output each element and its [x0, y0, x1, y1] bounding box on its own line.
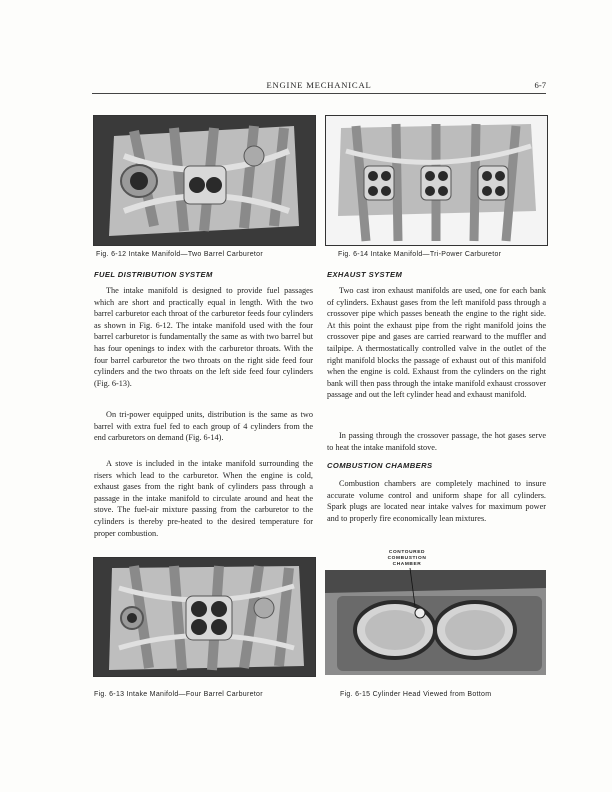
figure-6-12-caption: Fig. 6-12 Intake Manifold—Two Barrel Carburetor — [96, 251, 263, 258]
figure-6-15-caption: Fig. 6-15 Cylinder Head Viewed from Bottom — [340, 691, 492, 698]
cylinder-head-bottom-image — [325, 538, 546, 675]
running-title: ENGINE MECHANICAL — [266, 80, 372, 90]
intake-manifold-four-barrel-image — [94, 558, 315, 676]
figure-6-14-photo — [325, 115, 548, 246]
header-rule — [92, 93, 546, 94]
left-paragraph-2: On tri-power equipped units, distribution is the same as two barrel with extra fuel fed to each group of 4 cylinders from the end carburetors on demand (Fig. 6-14). — [94, 410, 313, 443]
exhaust-system-heading: EXHAUST SYSTEM — [327, 270, 403, 279]
chamber-label-line-2: COMBUSTION — [387, 556, 427, 561]
left-paragraph-3: A stove is included in the intake manifold surrounding the risers which lead to the carburetor. When the engine is cold, exhaust gases from the right bank of cylinders pass through a passage in the intake manifold to circulate around and heat the stove. The fuel-air mixture passing from the carburetor to the cylinders is thereby pre-heated to the desired temperature for proper combustion. — [94, 459, 313, 538]
intake-manifold-tri-power-image — [326, 116, 547, 245]
chamber-label-line-3: CHAMBER — [392, 562, 422, 567]
left-paragraph-1: The intake manifold is designed to provide fuel passages which are short and practically equal in length. With the two barrel carburetor each throat of the carburetor feeds four cylinders as shown in Fig. 6-12. The intake manifold used with the four barrel carburetor is fundamentally the same as with two barrel but has four openings to index with the carburetor throats. With the four barrel carburetor the two throats on the right side feed four cylinders and the two throats on the left side feed four cylinders (Fig. 6-13). — [94, 286, 313, 388]
figure-6-12-photo — [93, 115, 316, 246]
figure-6-15-photo — [325, 538, 546, 675]
right-paragraph-2: In passing through the crossover passage, the hot gases serve to heat the intake manifold stove. — [327, 431, 546, 452]
figure-6-14-caption: Fig. 6-14 Intake Manifold—Tri-Power Carburetor — [338, 251, 502, 258]
chamber-label-line-1: CONTOURED — [388, 550, 426, 555]
fuel-distribution-heading: FUEL DISTRIBUTION SYSTEM — [94, 270, 213, 279]
figure-6-13-photo — [93, 557, 316, 677]
page-number: 6-7 — [534, 80, 546, 90]
page-header — [92, 80, 546, 92]
figure-6-13-caption: Fig. 6-13 Intake Manifold—Four Barrel Carburetor — [94, 691, 263, 698]
right-paragraph-3: Combustion chambers are completely machined to insure accurate volume control and uniform shape for all cylinders. Spark plugs are located near intake valves for maximum power and to properly fire economically lean mixtures. — [327, 479, 546, 523]
right-paragraph-1: Two cast iron exhaust manifolds are used, one for each bank of cylinders. Exhaust gases from the left manifold pass through a crossover pipe which passes beneath the engine to the right side. At this point the exhaust pipe from the right manifold joins the crossover pipe and gases are carried rearward to the muffler and tailpipe. A thermostatically controlled valve in the outlet of the right manifold blocks the passage of exhaust out of this manifold when the engine is cold. Exhaust from the cylinders on the right bank will then pass through the intake manifold exhaust crossover passage and out the left cylinder head and exhaust manifold. — [327, 286, 546, 400]
intake-manifold-two-barrel-image — [94, 116, 315, 245]
combustion-chambers-heading: COMBUSTION CHAMBERS — [327, 461, 433, 470]
